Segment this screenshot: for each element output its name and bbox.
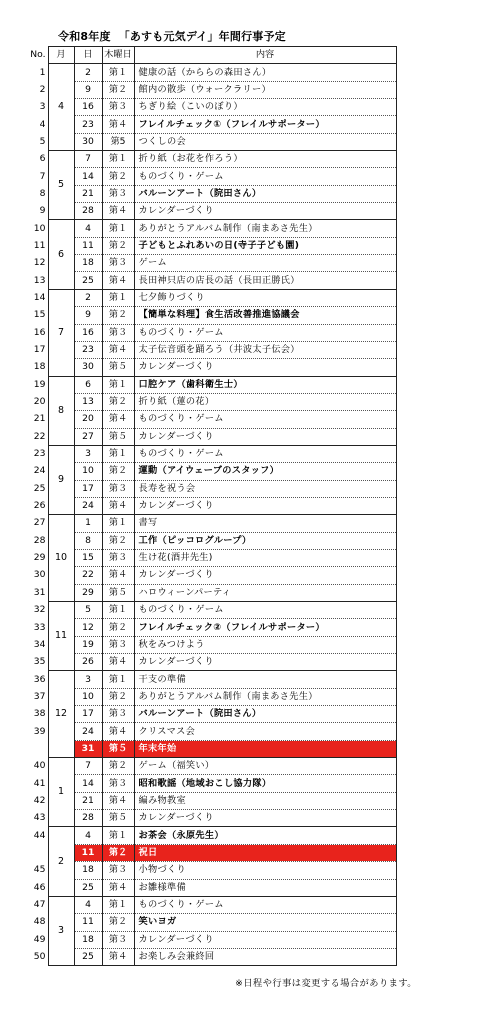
schedule-table xyxy=(26,46,397,966)
table-row xyxy=(26,792,396,809)
table-row xyxy=(26,480,396,497)
month-cell: 7 xyxy=(48,289,74,376)
row-number: 43 xyxy=(33,812,46,824)
row-number: 18 xyxy=(33,361,46,373)
content-cell: つくしの会 xyxy=(134,133,396,150)
row-number: 40 xyxy=(33,760,46,772)
row-number: 2 xyxy=(39,83,46,95)
table-row xyxy=(26,723,396,740)
day-cell: 10 xyxy=(74,688,102,705)
content-cell: カレンダーづくり xyxy=(134,810,396,827)
week-cell: 第５ xyxy=(102,740,134,757)
row-number: 35 xyxy=(33,656,46,668)
day-cell: 17 xyxy=(74,706,102,723)
day-cell: 12 xyxy=(74,619,102,636)
month-cell: 8 xyxy=(48,376,74,445)
week-cell: 第３ xyxy=(102,255,134,272)
content-cell: ものづくり・ゲーム xyxy=(134,324,396,341)
week-cell: 第３ xyxy=(102,775,134,792)
day-cell: 26 xyxy=(74,654,102,671)
table-row xyxy=(26,445,396,462)
day-cell: 30 xyxy=(74,133,102,150)
day-cell: 16 xyxy=(74,99,102,116)
month-cell: 1 xyxy=(48,758,74,827)
week-cell: 第２ xyxy=(102,393,134,410)
content-cell: 笑いヨガ xyxy=(134,914,396,931)
row-number xyxy=(26,844,48,861)
week-cell: 第４ xyxy=(102,879,134,896)
content-cell: 【簡単な料理】食生活改善推進協議会 xyxy=(134,307,396,324)
row-number: 13 xyxy=(33,274,46,286)
day-cell: 15 xyxy=(74,549,102,566)
day-cell: 9 xyxy=(74,307,102,324)
content-cell: カレンダーづくり xyxy=(134,203,396,220)
week-cell: 第３ xyxy=(102,99,134,116)
week-cell: 第２ xyxy=(102,914,134,931)
day-cell: 19 xyxy=(74,636,102,653)
content-cell: 長寿を祝う会 xyxy=(134,480,396,497)
content-cell: カレンダーづくり xyxy=(134,359,396,376)
content-cell: 長田神只店の店長の話（長田正勝氏） xyxy=(134,272,396,289)
row-number: 15 xyxy=(33,309,46,321)
table-row xyxy=(26,914,396,931)
content-cell: 昭和歌謡（地域おこし協力隊） xyxy=(134,775,396,792)
row-number: 25 xyxy=(33,482,46,494)
holiday-row xyxy=(26,844,396,861)
content-cell: カレンダーづくり xyxy=(134,497,396,514)
table-row xyxy=(26,64,396,81)
table-row xyxy=(26,879,396,896)
day-cell: 3 xyxy=(74,671,102,688)
content-cell: カレンダーづくり xyxy=(134,567,396,584)
table-row xyxy=(26,654,396,671)
day-cell: 16 xyxy=(74,324,102,341)
row-number: 14 xyxy=(33,291,46,303)
month-cell: 12 xyxy=(48,671,74,758)
content-cell: ものづくり・ゲーム xyxy=(134,896,396,913)
week-cell: 第５ xyxy=(102,584,134,601)
week-cell: 第２ xyxy=(102,307,134,324)
week-cell: 第４ xyxy=(102,497,134,514)
table-row xyxy=(26,237,396,254)
table-row xyxy=(26,862,396,879)
content-cell: クリスマス会 xyxy=(134,723,396,740)
row-number: 34 xyxy=(33,638,46,650)
week-cell: 第１ xyxy=(102,671,134,688)
schedule-title: 「あすも元気デイ」年間行事予定 xyxy=(118,30,286,43)
table-row xyxy=(26,602,396,619)
day-cell: 11 xyxy=(74,237,102,254)
content-cell: 小物づくり xyxy=(134,862,396,879)
table-row xyxy=(26,428,396,445)
content-cell: 工作（ピッコログループ） xyxy=(134,532,396,549)
fiscal-year-label: 令和8年度 xyxy=(58,30,111,43)
table-row xyxy=(26,168,396,185)
row-number: 41 xyxy=(33,777,46,789)
table-row xyxy=(26,896,396,913)
row-number: 45 xyxy=(33,864,46,876)
week-cell: 第４ xyxy=(102,272,134,289)
content-cell: バルーンアート（院田さん） xyxy=(134,185,396,202)
content-cell: ものづくり・ゲーム xyxy=(134,602,396,619)
table-row xyxy=(26,81,396,98)
row-number: 39 xyxy=(33,725,46,737)
row-number xyxy=(26,740,48,757)
content-cell: ゲーム xyxy=(134,255,396,272)
day-cell: 4 xyxy=(74,827,102,844)
week-cell: 第２ xyxy=(102,168,134,185)
row-number: 31 xyxy=(33,586,46,598)
week-cell: 第３ xyxy=(102,706,134,723)
header-month: 月 xyxy=(48,47,74,64)
week-cell: 第２ xyxy=(102,532,134,549)
day-cell: 14 xyxy=(74,168,102,185)
week-cell: 第３ xyxy=(102,324,134,341)
header-content: 内容 xyxy=(134,47,396,64)
footnote: ※日程や行事は変更する場合があります。 xyxy=(235,978,417,989)
week-cell: 第４ xyxy=(102,116,134,133)
week-cell: 第１ xyxy=(102,445,134,462)
content-cell: 口腔ケア（歯科衛生士） xyxy=(134,376,396,393)
month-cell: 6 xyxy=(48,220,74,289)
table-row xyxy=(26,636,396,653)
week-cell: 第４ xyxy=(102,792,134,809)
row-number: 33 xyxy=(33,621,46,633)
week-cell: 第３ xyxy=(102,636,134,653)
table-row xyxy=(26,411,396,428)
day-cell: 6 xyxy=(74,376,102,393)
table-row xyxy=(26,393,396,410)
row-number: 26 xyxy=(33,500,46,512)
table-row xyxy=(26,827,396,844)
header-no: No. xyxy=(30,49,46,61)
day-cell: 28 xyxy=(74,203,102,220)
week-cell: 第１ xyxy=(102,289,134,306)
table-row xyxy=(26,99,396,116)
row-number: 30 xyxy=(33,569,46,581)
content-cell: フレイルチェック①（フレイルサポーター） xyxy=(134,116,396,133)
content-cell: バルーンアート（院田さん） xyxy=(134,706,396,723)
week-cell: 第１ xyxy=(102,515,134,532)
table-row xyxy=(26,133,396,150)
content-cell: 太子伝音頭を踊ろう（井波太子伝会） xyxy=(134,341,396,358)
content-cell: 折り紙（お花を作ろう） xyxy=(134,151,396,168)
table-row xyxy=(26,272,396,289)
week-cell: 第１ xyxy=(102,896,134,913)
table-row xyxy=(26,619,396,636)
row-number: 11 xyxy=(33,239,46,251)
day-cell: 22 xyxy=(74,567,102,584)
week-cell: 第２ xyxy=(102,237,134,254)
table-row xyxy=(26,532,396,549)
row-number: 37 xyxy=(33,690,46,702)
row-number: 24 xyxy=(33,465,46,477)
row-number: 16 xyxy=(33,326,46,338)
week-cell: 第２ xyxy=(102,81,134,98)
content-cell: 館内の散歩（ウォークラリー） xyxy=(134,81,396,98)
day-cell: 27 xyxy=(74,428,102,445)
row-number: 23 xyxy=(33,448,46,460)
month-cell: 10 xyxy=(48,515,74,602)
table-row xyxy=(26,341,396,358)
row-number: 42 xyxy=(33,794,46,806)
table-row xyxy=(26,706,396,723)
day-cell: 25 xyxy=(74,879,102,896)
month-cell: 9 xyxy=(48,445,74,514)
row-number: 28 xyxy=(33,534,46,546)
content-cell: お雛様準備 xyxy=(134,879,396,896)
week-cell: 第２ xyxy=(102,688,134,705)
row-number: 29 xyxy=(33,552,46,564)
day-cell: 17 xyxy=(74,480,102,497)
page-title xyxy=(58,28,286,44)
row-number: 21 xyxy=(33,413,46,425)
row-number: 7 xyxy=(39,170,46,182)
row-number: 50 xyxy=(33,951,46,963)
row-number: 27 xyxy=(33,517,46,529)
day-cell: 5 xyxy=(74,602,102,619)
day-cell: 4 xyxy=(74,220,102,237)
table-row xyxy=(26,758,396,775)
content-cell: 編み物教室 xyxy=(134,792,396,809)
table-row xyxy=(26,810,396,827)
row-number: 49 xyxy=(33,933,46,945)
day-cell: 20 xyxy=(74,411,102,428)
day-cell: 30 xyxy=(74,359,102,376)
table-row xyxy=(26,775,396,792)
row-number: 5 xyxy=(39,135,46,147)
month-cell: 2 xyxy=(48,827,74,896)
day-cell: 1 xyxy=(74,515,102,532)
day-cell: 28 xyxy=(74,810,102,827)
content-cell: ものづくり・ゲーム xyxy=(134,445,396,462)
day-cell: 10 xyxy=(74,463,102,480)
row-number: 10 xyxy=(33,222,46,234)
table-row xyxy=(26,549,396,566)
day-cell: 14 xyxy=(74,775,102,792)
content-cell: ありがとうアルバム制作（南まあさ先生） xyxy=(134,688,396,705)
table-row xyxy=(26,931,396,948)
day-cell: 23 xyxy=(74,341,102,358)
day-cell: 13 xyxy=(74,393,102,410)
table-row xyxy=(26,376,396,393)
row-number: 44 xyxy=(33,829,46,841)
table-row xyxy=(26,671,396,688)
week-cell: 第１ xyxy=(102,602,134,619)
content-cell: 年末年始 xyxy=(134,740,396,757)
week-cell: 第２ xyxy=(102,619,134,636)
week-cell: 第４ xyxy=(102,654,134,671)
content-cell: ものづくり・ゲーム xyxy=(134,411,396,428)
day-cell: 24 xyxy=(74,497,102,514)
day-cell: 25 xyxy=(74,948,102,965)
day-cell: 25 xyxy=(74,272,102,289)
month-cell: 11 xyxy=(48,602,74,671)
week-cell: 第３ xyxy=(102,185,134,202)
content-cell: ありがとうアルバム制作（南まあさ先生） xyxy=(134,220,396,237)
day-cell: 7 xyxy=(74,151,102,168)
day-cell: 23 xyxy=(74,116,102,133)
day-cell: 21 xyxy=(74,792,102,809)
content-cell: 生け花(酒井先生) xyxy=(134,549,396,566)
row-number: 6 xyxy=(39,153,46,165)
content-cell: 秋をみつけよう xyxy=(134,636,396,653)
day-cell: 29 xyxy=(74,584,102,601)
content-cell: ちぎり絵（こいのぼり） xyxy=(134,99,396,116)
content-cell: お茶会（永原先生） xyxy=(134,827,396,844)
row-number: 48 xyxy=(33,916,46,928)
row-number: 1 xyxy=(39,66,46,78)
day-cell: 11 xyxy=(74,914,102,931)
week-cell: 第３ xyxy=(102,480,134,497)
row-number: 17 xyxy=(33,344,46,356)
week-cell: 第５ xyxy=(102,359,134,376)
table-row xyxy=(26,567,396,584)
content-cell: ハロウィーンパーティ xyxy=(134,584,396,601)
week-cell: 第４ xyxy=(102,567,134,584)
row-number: 47 xyxy=(33,899,46,911)
row-number: 19 xyxy=(33,378,46,390)
day-cell: 18 xyxy=(74,862,102,879)
table-row xyxy=(26,584,396,601)
content-cell: カレンダーづくり xyxy=(134,654,396,671)
month-cell: 5 xyxy=(48,151,74,220)
row-number: 36 xyxy=(33,673,46,685)
row-number: 8 xyxy=(39,187,46,199)
content-cell: 書写 xyxy=(134,515,396,532)
day-cell: 31 xyxy=(74,740,102,757)
content-cell: 健康の話（かららの森田さん） xyxy=(134,64,396,81)
table-header-row xyxy=(26,47,396,64)
month-cell: 4 xyxy=(48,64,74,151)
week-cell: 第５ xyxy=(102,428,134,445)
content-cell: 七夕飾りづくり xyxy=(134,289,396,306)
row-number: 46 xyxy=(33,881,46,893)
week-cell: 第３ xyxy=(102,862,134,879)
content-cell: ゲーム（福笑い） xyxy=(134,758,396,775)
day-cell: 7 xyxy=(74,758,102,775)
day-cell: 11 xyxy=(74,844,102,861)
content-cell: フレイルチェック②（フレイルサポーター） xyxy=(134,619,396,636)
content-cell: ものづくり・ゲーム xyxy=(134,168,396,185)
content-cell: 子どもとふれあいの日(寺子子ども園) xyxy=(134,237,396,254)
table-row xyxy=(26,324,396,341)
table-row xyxy=(26,307,396,324)
table-row xyxy=(26,185,396,202)
row-number: 12 xyxy=(33,257,46,269)
week-cell: 第１ xyxy=(102,64,134,81)
content-cell: お楽しみ会兼終回 xyxy=(134,948,396,965)
row-number: 32 xyxy=(33,604,46,616)
day-cell: 2 xyxy=(74,64,102,81)
holiday-row xyxy=(26,740,396,757)
table-row xyxy=(26,151,396,168)
row-number: 38 xyxy=(33,708,46,720)
content-cell: 運動（アイウェーブのスタッフ） xyxy=(134,463,396,480)
day-cell: 2 xyxy=(74,289,102,306)
week-cell: 第４ xyxy=(102,341,134,358)
table-row xyxy=(26,463,396,480)
table-row xyxy=(26,255,396,272)
day-cell: 8 xyxy=(74,532,102,549)
week-cell: 第１ xyxy=(102,151,134,168)
day-cell: 3 xyxy=(74,445,102,462)
row-number: 22 xyxy=(33,430,46,442)
table-row xyxy=(26,515,396,532)
table-row xyxy=(26,948,396,965)
week-cell: 第５ xyxy=(102,810,134,827)
week-cell: 第４ xyxy=(102,723,134,740)
month-cell: 3 xyxy=(48,896,74,965)
week-cell: 第１ xyxy=(102,220,134,237)
table-row xyxy=(26,203,396,220)
row-number: 20 xyxy=(33,396,46,408)
schedule-body xyxy=(26,64,396,966)
content-cell: 折り紙（蓮の花） xyxy=(134,393,396,410)
day-cell: 21 xyxy=(74,185,102,202)
week-cell: 第２ xyxy=(102,844,134,861)
week-cell: 第２ xyxy=(102,758,134,775)
header-day: 日 xyxy=(74,47,102,64)
week-cell: 第３ xyxy=(102,549,134,566)
table-row xyxy=(26,497,396,514)
row-number: 9 xyxy=(39,205,46,217)
content-cell: 祝日 xyxy=(134,844,396,861)
day-cell: 4 xyxy=(74,896,102,913)
day-cell: 24 xyxy=(74,723,102,740)
content-cell: カレンダーづくり xyxy=(134,428,396,445)
table-row xyxy=(26,116,396,133)
week-cell: 第２ xyxy=(102,463,134,480)
week-cell: 第１ xyxy=(102,827,134,844)
week-cell: 第４ xyxy=(102,948,134,965)
week-cell: 第5 xyxy=(102,133,134,150)
content-cell: 干支の準備 xyxy=(134,671,396,688)
row-number: 4 xyxy=(39,118,46,130)
day-cell: 18 xyxy=(74,255,102,272)
header-weekday: 木曜日 xyxy=(102,47,134,64)
week-cell: 第４ xyxy=(102,203,134,220)
day-cell: 9 xyxy=(74,81,102,98)
week-cell: 第４ xyxy=(102,411,134,428)
day-cell: 18 xyxy=(74,931,102,948)
table-row xyxy=(26,359,396,376)
content-cell: カレンダーづくり xyxy=(134,931,396,948)
table-row xyxy=(26,688,396,705)
table-row xyxy=(26,220,396,237)
week-cell: 第１ xyxy=(102,376,134,393)
table-row xyxy=(26,289,396,306)
week-cell: 第３ xyxy=(102,931,134,948)
row-number: 3 xyxy=(39,101,46,113)
